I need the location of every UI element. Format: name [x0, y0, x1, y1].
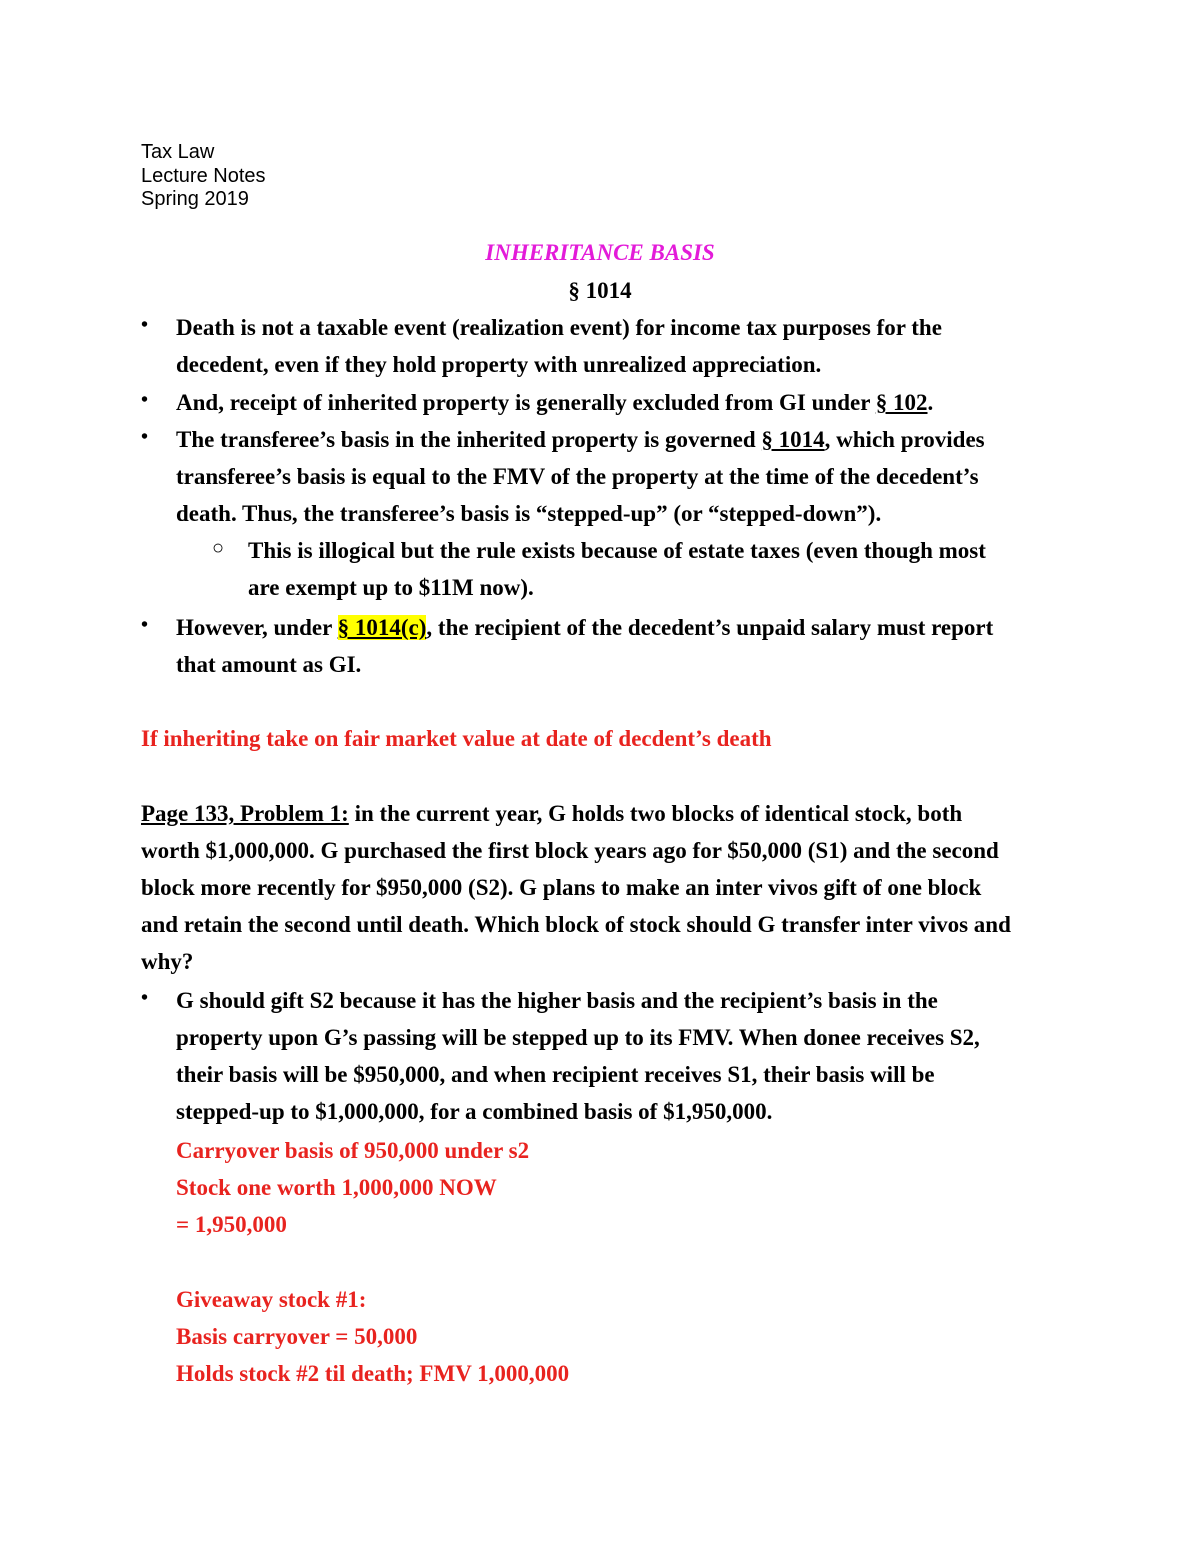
section-1014-link[interactable]: § 1014: [761, 427, 825, 452]
sub-bullet-estate-taxes: [248, 532, 986, 606]
calculation-1: [176, 1132, 529, 1243]
section-heading: § 1014: [568, 278, 632, 303]
emphasis: inter vivos: [715, 875, 818, 900]
text-line: Holds stock #2 til death; FMV 1,000,000: [176, 1361, 570, 1386]
term: Spring 2019: [141, 188, 249, 210]
text-line: Basis carryover = 50,000: [176, 1324, 418, 1349]
course-name: Tax Law: [141, 141, 215, 163]
text-line: worth $1,000,000. G purchased the first block years ago for $50,000 (S1) and the second: [141, 838, 999, 863]
text-line: their basis will be $950,000, and when recipient receives S1, their basis will be: [176, 1062, 935, 1087]
text-line: G should gift S2 because it has the higher basis and the recipient’s basis in the: [176, 988, 938, 1013]
text-run: The transferee’s basis in the inherited property is governed: [176, 427, 762, 452]
text-line: [176, 421, 985, 458]
text-line: that amount as GI.: [176, 652, 362, 677]
bullet-unpaid-salary: [176, 609, 993, 683]
text-run: , the recipient of the decedent’s unpaid salary must report: [426, 615, 994, 640]
text-line: This is illogical but the rule exists because of estate taxes (even though most: [248, 538, 986, 563]
sub-bullet-icon: ○: [212, 537, 225, 559]
bullet-icon: •: [141, 987, 149, 1009]
text-line: Stock one worth 1,000,000 NOW: [176, 1175, 497, 1200]
text-run: However, under: [176, 615, 338, 640]
bullet-death-not-taxable: [176, 309, 942, 383]
bullet-icon: •: [141, 314, 149, 336]
problem-reference: Page 133, Problem 1:: [141, 801, 349, 826]
text-run: .: [927, 390, 934, 415]
bullet-receipt-excluded: [176, 384, 933, 421]
calculation-2: [176, 1281, 569, 1392]
text-line: transferee’s basis is equal to the FMV of the property at the time of the decedent’s: [176, 464, 979, 489]
text-run: gift of one block: [817, 875, 982, 900]
text-line: and retain the second until death. Which block of stock should G transfer inter vivos and: [141, 912, 1011, 937]
bullet-icon: •: [141, 614, 149, 636]
text-line: are exempt up to $11M now).: [248, 575, 534, 600]
section-1014c-link[interactable]: § 1014(c): [337, 615, 427, 640]
red-note: If inheriting take on fair market value at date of decdent’s death: [141, 726, 772, 751]
text-line: stepped-up to $1,000,000, for a combined basis of $1,950,000.: [176, 1099, 773, 1124]
text-line: Death is not a taxable event (realization event) for income tax purposes for the: [176, 315, 942, 340]
text-line: Giveaway stock #1:: [176, 1287, 367, 1312]
section-102-link[interactable]: § 102: [875, 390, 928, 415]
text-line: [141, 795, 1011, 832]
text-run: block more recently for $950,000 (S2). G plans to make an: [141, 875, 716, 900]
document-type: Lecture Notes: [141, 164, 266, 187]
answer-bullet: [176, 982, 980, 1130]
text-line: property upon G’s passing will be stepped up to its FMV. When donee receives S2,: [176, 1025, 980, 1050]
bullet-transferee-basis: [176, 421, 985, 532]
text-run: in the current year, G holds two blocks of identical stock, both: [348, 801, 963, 826]
bullet-icon: •: [141, 426, 149, 448]
text-line: decedent, even if they hold property with unrealized appreciation.: [176, 352, 822, 377]
document-header: [141, 141, 266, 212]
text-run: And, receipt of inherited property is generally excluded from GI under: [176, 390, 876, 415]
text-line: [176, 384, 933, 421]
bullet-icon: •: [141, 389, 149, 411]
text-line: why?: [141, 949, 194, 974]
text-line: death. Thus, the transferee’s basis is “stepped-up” (or “stepped-down”).: [176, 501, 882, 526]
page-title: INHERITANCE BASIS: [485, 240, 715, 265]
text-line: = 1,950,000: [176, 1212, 287, 1237]
text-line: [176, 609, 993, 646]
problem-1: [141, 795, 1011, 980]
text-line: Carryover basis of 950,000 under s2: [176, 1138, 530, 1163]
text-line: [141, 869, 1011, 906]
text-run: , which provides: [824, 427, 985, 452]
